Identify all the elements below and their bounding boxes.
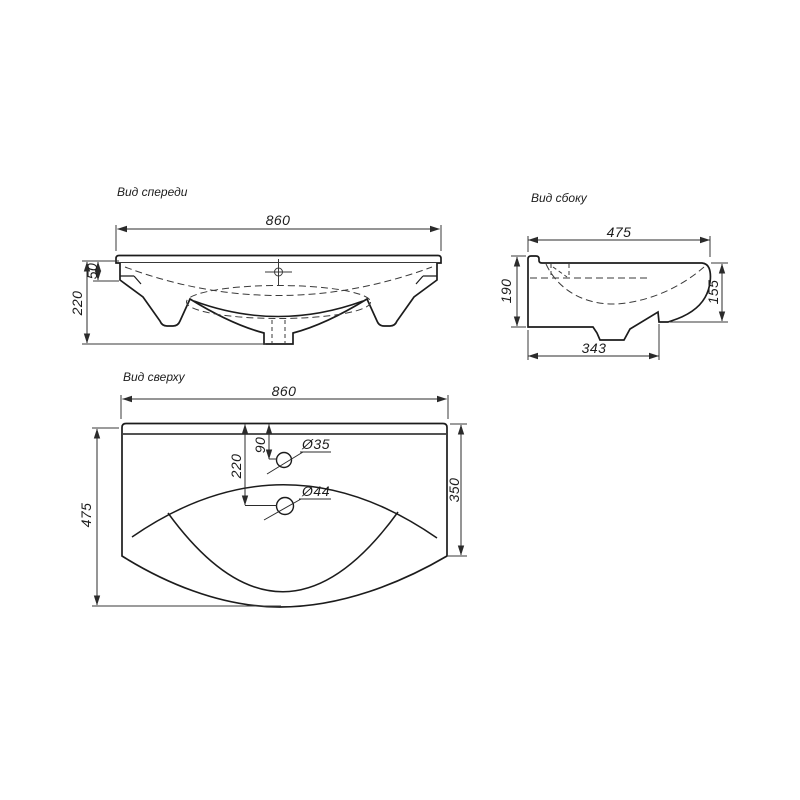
side-dim-front-height-text: 155 bbox=[705, 279, 721, 305]
top-view bbox=[92, 395, 467, 607]
top-dim-bowl-depth-text: 350 bbox=[446, 477, 462, 503]
front-view-title: Вид спереди bbox=[117, 185, 188, 199]
side-dim-back-height-text: 190 bbox=[498, 278, 514, 304]
top-drain-diameter-text: Ø44 bbox=[302, 483, 330, 499]
side-dim-depth-text: 475 bbox=[606, 224, 632, 240]
side-view bbox=[511, 236, 728, 360]
top-faucet-diameter-text: Ø35 bbox=[302, 436, 330, 452]
top-dim-faucet-offset-text: 90 bbox=[252, 436, 268, 454]
front-view bbox=[82, 225, 441, 344]
top-dim-width-text: 860 bbox=[271, 383, 297, 399]
side-view-title: Вид сбоку bbox=[531, 191, 587, 205]
front-dim-width-text: 860 bbox=[265, 212, 291, 228]
side-dim-base-depth-text: 343 bbox=[581, 340, 607, 356]
front-dim-total-height-text: 220 bbox=[69, 290, 85, 316]
top-dim-depth-text: 475 bbox=[78, 502, 94, 528]
top-dim-drain-offset-text: 220 bbox=[228, 453, 244, 479]
front-dim-rim-height-text: 50 bbox=[84, 262, 100, 280]
top-view-title: Вид сверху bbox=[123, 370, 185, 384]
